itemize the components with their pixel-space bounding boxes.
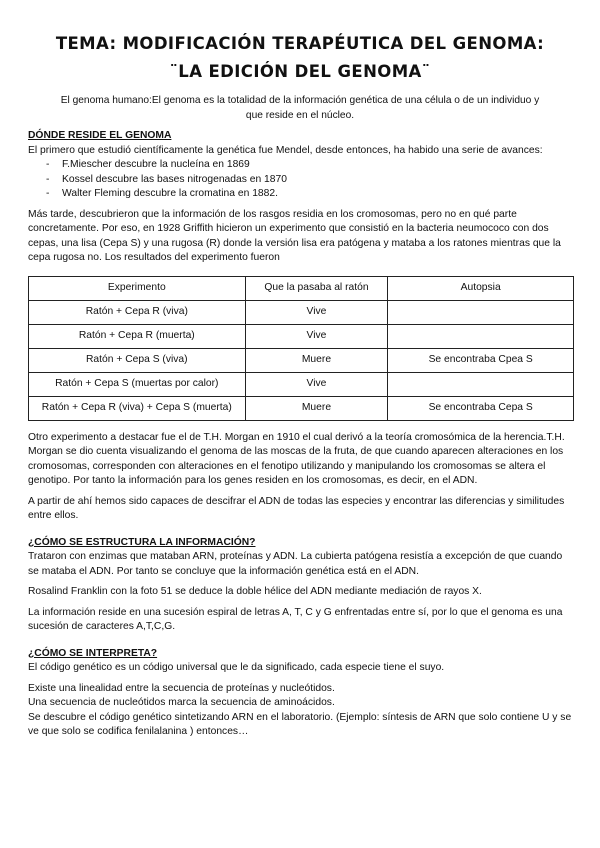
- nucleotide-line: Una secuencia de nucleótidos marca la secuencia de aminoácidos.: [28, 697, 335, 708]
- linearity-line: Existe una linealidad entre la secuencia de proteínas y nucleótidos.: [28, 682, 335, 694]
- table-header-cell: Que la pasaba al ratón: [245, 276, 388, 300]
- table-header-cell: Autopsia: [388, 276, 574, 300]
- section-heading-structure: ¿CÓMO SE ESTRUCTURA LA INFORMACIÓN?: [28, 536, 256, 548]
- table-row: [29, 324, 574, 348]
- table-header-row: [29, 276, 574, 300]
- table-cell: Se encontraba Cepa S: [388, 396, 574, 420]
- table-cell: Vive: [245, 324, 388, 348]
- table-cell: Ratón + Cepa S (viva): [29, 348, 246, 372]
- genome-definition: El genoma humano:El genoma es la totalidad de la información genética de una célula o de un individuo y que reside en el núcleo.: [60, 95, 540, 121]
- table-cell: Vive: [245, 300, 388, 324]
- table-row: [29, 348, 574, 372]
- section-heading-interpret: ¿CÓMO SE INTERPRETA?: [28, 647, 158, 659]
- table-cell: Ratón + Cepa R (viva): [29, 300, 246, 324]
- table-cell: Ratón + Cepa R (muerta): [29, 324, 246, 348]
- dna-decoding-paragraph: A partir de ahí hemos sido capaces de descifrar el ADN de todas las especies y encontrar las diferencias y similitudes entre ellos.: [28, 495, 565, 521]
- franklin-paragraph: Rosalind Franklin con la foto 51 se deduce la doble hélice del ADN mediante mediación de rayos X.: [28, 586, 482, 597]
- table-cell: [388, 372, 574, 396]
- list-item: - F.Miescher descubre la nucleína en 1869: [46, 158, 574, 173]
- section1-intro: El primero que estudió científicamente la genética fue Mendel, desde entonces, ha habido una serie de avances:: [28, 144, 543, 156]
- table-cell: Vive: [245, 372, 388, 396]
- griffith-paragraph: Más tarde, descubrieron que la información de los rasgos residia en los cromosomas, pero no en qué parte concretamente. Por eso, en 1928 Griffith hicieron un experimento que consistió en la bacteria neumococo con dos cepas, una lisa (Cepa S) y una rugosa (R) donde la versión lisa era patógena y mataba a los ratones mientras que la cepa rugosa no. Los resultados del experimento fueron: [28, 208, 561, 263]
- table-cell: [388, 324, 574, 348]
- morgan-paragraph: Otro experimento a destacar fue el de T.H. Morgan en 1910 el cual derivó a la teoría cromosómica de la herencia.T.H. Morgan se dio cuenta visualizando el genoma de las moscas de la fruta, de que cuando aparecen alteraciones en los cromosomas, corresponden con alteraciones en el fenotipo utilizando y manipulando los cromosomas se altera el genotipo. Por tanto la información para los genes residen en los cromosomas, es decir, en el ADN.: [28, 431, 565, 486]
- genetic-code-paragraph: El código genético es un código universal que le da significado, cada especie tiene el suyo.: [28, 662, 445, 673]
- discoveries-list: [28, 158, 574, 202]
- experiment-table: [28, 276, 574, 421]
- table-cell: Muere: [245, 348, 388, 372]
- section-heading-where: DÓNDE RESIDE EL GENOMA: [28, 130, 172, 141]
- table-cell: Ratón + Cepa S (muertas por calor): [29, 372, 246, 396]
- sequence-paragraph: La información reside en una sucesión espiral de letras A, T, C y G enfrentadas entre sí, por lo que el genoma es una sucesión de caracteres A,T,C,G.: [28, 606, 563, 632]
- table-header-cell: Experimento: [29, 276, 246, 300]
- table-row: [29, 396, 574, 420]
- table-row: [29, 300, 574, 324]
- table-cell: Ratón + Cepa R (viva) + Cepa S (muerta): [29, 396, 246, 420]
- table-cell: Se encontraba Cpea S: [388, 348, 574, 372]
- document-title-line1: TEMA: MODIFICACIÓN TERAPÉUTICA DEL GENOMA:: [55, 34, 545, 53]
- synthesis-line: Se descubre el código genético sintetizando ARN en el laboratorio. (Ejemplo: síntesis de ARN que solo contiene U y se ve que solo se codifica fenilalanina ) entonces…: [28, 711, 572, 737]
- list-item: - Kossel descubre las bases nitrogenadas en 1870: [46, 173, 574, 188]
- table-cell: Muere: [245, 396, 388, 420]
- list-item: - Walter Fleming descubre la cromatina en 1882.: [46, 187, 574, 202]
- table-cell: [388, 300, 574, 324]
- document-body: [28, 129, 574, 740]
- document-title-line2: ¨LA EDICIÓN DEL GENOMA¨: [169, 62, 431, 81]
- enzymes-paragraph: Trataron con enzimas que mataban ARN, proteínas y ADN. La cubierta patógena resistía a excepción de que cuando se mataba el ADN. Por tanto se concluye que la información genética está en el ADN.: [28, 551, 563, 577]
- table-row: [29, 372, 574, 396]
